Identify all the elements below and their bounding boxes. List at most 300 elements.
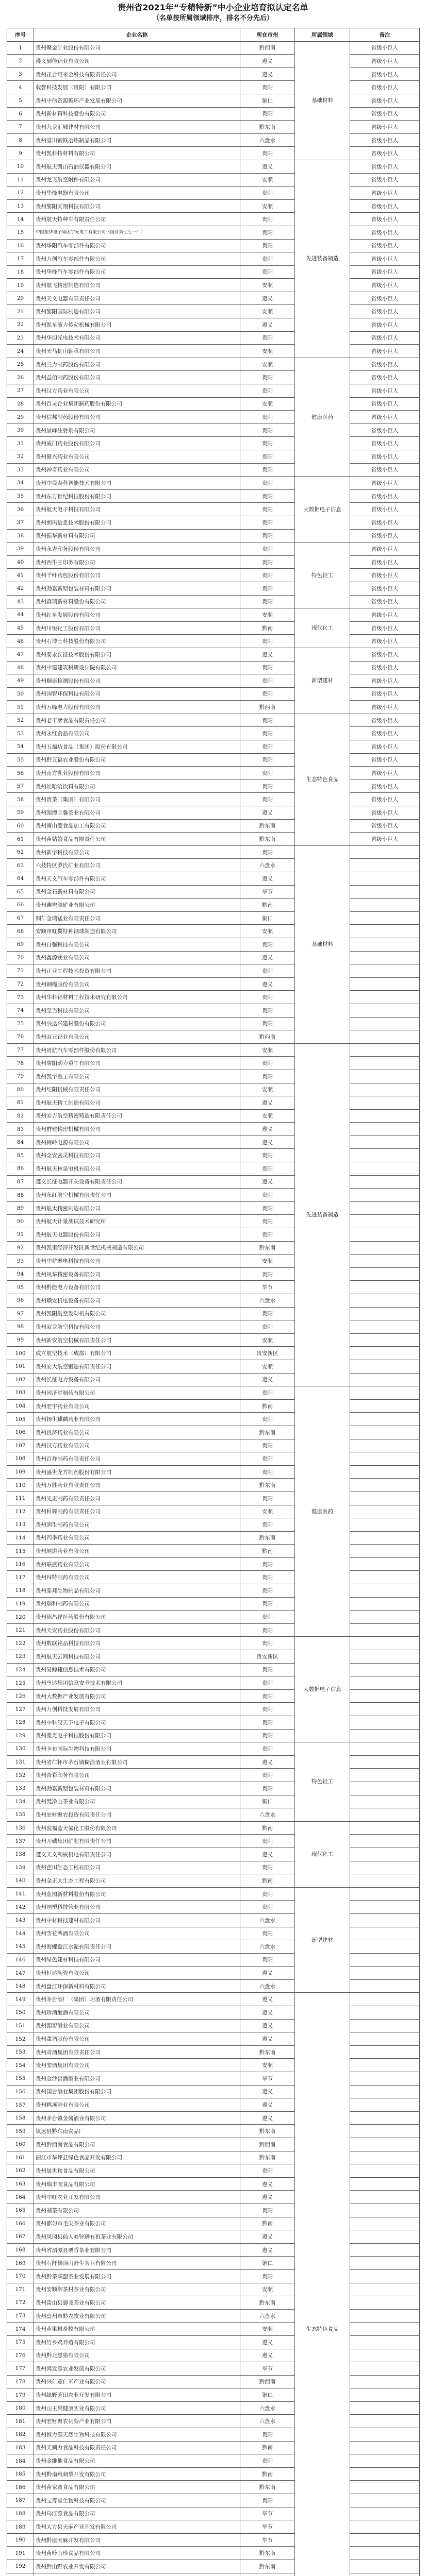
table-row [7, 779, 420, 793]
region-cell: 贵阳 [240, 543, 295, 556]
enterprise-name: 贵州盘江环保新材料有限公司 [34, 1979, 240, 1993]
note-cell [350, 1623, 420, 1637]
note-cell [350, 1399, 420, 1413]
row-number: 73 [7, 991, 34, 1004]
enterprise-name: 镇远县黔东南食品厂 [34, 2125, 240, 2138]
row-number: 10 [7, 160, 34, 173]
enterprise-name: 贵州凯科特材料有限公司 [34, 147, 240, 160]
enterprise-name: 贵州永红航空机械有限责任公司 [34, 1189, 240, 1202]
row-number: 129 [7, 1729, 34, 1742]
domain-cell: 新型建材 [295, 648, 350, 714]
enterprise-name: 贵州湄窖酒业有限公司 [34, 2019, 240, 2032]
table-row [7, 1967, 420, 1980]
note-cell: 省级小巨人 [350, 279, 420, 292]
note-cell [350, 2401, 420, 2415]
region-cell: 贵阳 [240, 1901, 295, 1914]
region-cell: 贵阳 [240, 1201, 295, 1215]
note-cell [350, 1795, 420, 1808]
enterprise-name: 贵州万峰电力股份有限公司 [34, 701, 240, 714]
region-cell: 贵阳 [240, 991, 295, 1004]
region-cell: 六盘水 [240, 1808, 295, 1822]
header-name: 企业名称 [34, 28, 240, 42]
domain-cell: 健康医药 [295, 1386, 350, 1637]
enterprise-name: 贵州黔五福农业股份有限公司 [34, 753, 240, 767]
row-number: 4 [7, 81, 34, 94]
region-cell: 黔东南 [240, 833, 295, 846]
row-number: 148 [7, 1979, 34, 1993]
table-row [7, 911, 420, 925]
domain-cell: 现代化工 [295, 608, 350, 648]
enterprise-name: 贵州瑞和制药有限公司 [34, 1597, 240, 1611]
region-cell: 贵阳 [240, 714, 295, 727]
row-number [7, 2573, 34, 2576]
table-row [7, 1940, 420, 1954]
region-cell: 遵义 [240, 2032, 295, 2046]
region-cell: 六盘水 [240, 1294, 295, 1308]
row-number: 143 [7, 1913, 34, 1927]
note-cell [350, 2098, 420, 2112]
table-row [7, 2520, 420, 2534]
row-number: 93 [7, 1255, 34, 1268]
enterprise-name: 贵州金维他食品有限公司 [34, 2454, 240, 2468]
table-row [7, 1241, 420, 1255]
table-row [7, 147, 420, 160]
enterprise-name: 贵州茅台镇金酱酒业有限公司 [34, 2111, 240, 2125]
table-row [7, 1294, 420, 1308]
enterprise-name: 贵州瓮福蓝天氟化工股份有限公司 [34, 1821, 240, 1835]
note-cell [350, 899, 420, 912]
region-cell: 遵义 [240, 1175, 295, 1189]
enterprise-name: 贵州雷山县脚尧茶业有限公司 [34, 2296, 240, 2310]
enterprise-name: 贵州拜特制药有限公司 [34, 1571, 240, 1584]
region-cell: 遵义 [240, 2111, 295, 2125]
region-cell: 贵阳 [240, 740, 295, 754]
note-cell: 省级小巨人 [350, 331, 420, 345]
enterprise-name: 贵州鑫宏源矿业有限公司 [34, 899, 240, 912]
region-cell: 遵义 [240, 806, 295, 820]
row-number: 62 [7, 845, 34, 859]
region-cell: 贵阳 [240, 1017, 295, 1030]
note-cell [350, 1096, 420, 1110]
enterprise-name: 贵州卡布国际生物科技有限公司 [34, 1742, 240, 1756]
row-number: 118 [7, 1584, 34, 1598]
enterprise-name: 贵州航天云网科技有限公司 [34, 1650, 240, 1664]
enterprise-name: 贵州航天计量测试技术研究所 [34, 1215, 240, 1228]
table-row [7, 1901, 420, 1914]
row-number: 53 [7, 727, 34, 740]
table-row [7, 793, 420, 806]
region-cell: 安顺 [240, 2283, 295, 2296]
region-cell: 安顺 [240, 199, 295, 213]
row-number: 70 [7, 951, 34, 964]
note-cell [350, 2269, 420, 2283]
row-number: 2 [7, 55, 34, 68]
enterprise-name: 贵州黔康天麻开发有限公司 [34, 2533, 240, 2547]
row-number: 106 [7, 1426, 34, 1439]
region-cell: 遵义 [240, 55, 295, 68]
row-number: 72 [7, 977, 34, 991]
region-cell: 贵阳 [240, 213, 295, 226]
enterprise-name: 贵州凤冈县仙人岭锌硒有机茶业有限公司 [34, 2230, 240, 2244]
table-row [7, 648, 420, 661]
table-row [7, 318, 420, 332]
note-cell [350, 2085, 420, 2098]
region-cell: 贵阳 [240, 489, 295, 503]
region-cell: 贵安新区 [240, 1650, 295, 1664]
region-cell: 黔西南 [240, 41, 295, 55]
domain-cell: 生态特色食品 [295, 714, 350, 845]
note-cell: 省级小巨人 [350, 793, 420, 806]
enterprise-name: 丽江市华坪县绿色食品开发有限公司 [34, 2151, 240, 2164]
row-number: 137 [7, 1835, 34, 1848]
note-cell: 省级小巨人 [350, 187, 420, 200]
table-row [7, 1149, 420, 1162]
region-cell: 黔南 [240, 1545, 295, 1558]
table-row [7, 1399, 420, 1413]
row-number: 23 [7, 331, 34, 345]
note-cell: 省级小巨人 [350, 41, 420, 55]
enterprise-name: 贵州华阳汽车零部件有限公司 [34, 239, 240, 252]
note-cell [350, 1267, 420, 1281]
region-cell: 安顺 [240, 1505, 295, 1518]
note-cell [350, 2125, 420, 2138]
table-row [7, 1189, 420, 1202]
row-number: 84 [7, 1136, 34, 1149]
table-row [7, 2428, 420, 2442]
row-number: 76 [7, 1030, 34, 1044]
table-row [7, 1347, 420, 1360]
region-cell: 贵阳 [240, 1611, 295, 1624]
enterprise-name: 贵州五福坊食品（集团）股份有限公司 [34, 740, 240, 754]
region-cell: 贵阳 [240, 1267, 295, 1281]
table-row [7, 2415, 420, 2428]
enterprise-name: 贵州绿色建材科技有限公司 [34, 1953, 240, 1967]
row-number: 107 [7, 1439, 34, 1452]
note-cell [350, 1821, 420, 1835]
enterprise-name: 贵州兴仁薏仁米产业有限公司 [34, 2375, 240, 2388]
row-number: 104 [7, 1399, 34, 1413]
note-cell: 省级小巨人 [350, 147, 420, 160]
note-cell [350, 1637, 420, 1650]
table-row [7, 2204, 420, 2217]
row-number: 165 [7, 2204, 34, 2217]
table-row [7, 1835, 420, 1848]
row-number: 183 [7, 2441, 34, 2454]
row-number: 61 [7, 833, 34, 846]
note-cell [350, 2032, 420, 2046]
enterprise-name: 贵州红阳机械有限责任公司 [34, 1083, 240, 1096]
region-cell: 贵阳 [240, 252, 295, 266]
table-row [7, 661, 420, 674]
row-number: 42 [7, 582, 34, 595]
enterprise-name: 贵州航天电子科技有限公司 [34, 503, 240, 516]
enterprise-name: 贵州堂川钢铁冶炼制品有限公司 [34, 133, 240, 147]
table-row [7, 1162, 420, 1176]
table-row [7, 859, 420, 872]
note-cell: 省级小巨人 [350, 437, 420, 450]
row-number: 66 [7, 899, 34, 912]
region-cell: 六盘水 [240, 859, 295, 872]
row-number: 33 [7, 463, 34, 477]
row-number: 127 [7, 1703, 34, 1716]
row-number: 11 [7, 173, 34, 187]
note-cell [350, 872, 420, 886]
region-cell: 安顺 [240, 1109, 295, 1123]
enterprise-name: 贵州益佰制药股份有限公司 [34, 371, 240, 384]
enterprise-name: 贵州顺康检测股份有限公司 [34, 674, 240, 688]
table-row [7, 1004, 420, 1017]
enterprise-name: 贵州苗岭山珍食品有限公司 [34, 2547, 240, 2560]
enterprise-name: 贵州苗姑娘食品有限责任公司 [34, 833, 240, 846]
region-cell: 贵阳 [240, 1228, 295, 1242]
note-cell [350, 1676, 420, 1690]
table-row [7, 1927, 420, 1940]
enterprise-name: 贵州天安药业股份有限公司 [34, 1623, 240, 1637]
table-row [7, 160, 420, 173]
region-cell: 黔西南 [240, 701, 295, 714]
enterprise-name: 贵州健兴药业有限公司 [34, 450, 240, 464]
note-cell [350, 1479, 420, 1492]
note-cell [350, 2494, 420, 2507]
enterprise-name: 贵州华科铝材料工程技术研究有限公司 [34, 991, 240, 1004]
table-row [7, 1255, 420, 1268]
enterprise-name: 贵州凯里经济开发区新世纪机械制造有限公司 [34, 1241, 240, 1255]
row-number: 168 [7, 2243, 34, 2257]
row-number: 181 [7, 2415, 34, 2428]
enterprise-name: 贵州中晟泰科智能技术有限公司 [34, 477, 240, 490]
enterprise-name: 贵州易鲸捷信息技术有限公司 [34, 1663, 240, 1676]
row-number: 55 [7, 753, 34, 767]
region-cell: 毕节 [240, 1281, 295, 1294]
row-number: 48 [7, 661, 34, 674]
domain-cell: 基础材料 [295, 845, 350, 1043]
region-cell [240, 2573, 295, 2576]
region-cell: 贵阳 [240, 1149, 295, 1162]
enterprise-name: 贵州恒达陶瓷有限公司 [34, 1967, 240, 1980]
row-number: 185 [7, 2467, 34, 2481]
table-row [7, 1109, 420, 1123]
region-cell: 六盘水 [240, 2309, 295, 2323]
region-cell: 遵义 [240, 2191, 295, 2204]
table-row [7, 2494, 420, 2507]
row-number: 3 [7, 67, 34, 81]
enterprise-name: 贵州盘州市黔农牧业有限公司 [34, 2309, 240, 2323]
region-cell: 贵阳 [240, 1663, 295, 1676]
note-cell [350, 2164, 420, 2178]
row-number: 121 [7, 1623, 34, 1637]
enterprise-name: 贵州国塑科技管业有限公司 [34, 1901, 240, 1914]
region-cell: 毕节 [240, 2520, 295, 2534]
note-cell [350, 859, 420, 872]
region-cell: 遵义 [240, 872, 295, 886]
region-cell: 贵阳 [240, 187, 295, 200]
enterprise-name: 贵州鸿发源农业发展有限公司 [34, 2362, 240, 2376]
row-number: 15 [7, 226, 34, 239]
row-number: 89 [7, 1201, 34, 1215]
note-cell: 省级小巨人 [350, 727, 420, 740]
region-cell: 毕节 [240, 2533, 295, 2547]
region-cell: 遵义 [240, 1136, 295, 1149]
note-cell [350, 1993, 420, 2006]
enterprise-name: 贵州百祥制药有限责任公司 [34, 1452, 240, 1466]
region-cell: 黔南 [240, 2441, 295, 2454]
table-row [7, 199, 420, 213]
enterprise-name: 贵州航天特种车有限责任公司 [34, 213, 240, 226]
note-cell: 省级小巨人 [350, 81, 420, 94]
note-cell [350, 1650, 420, 1664]
table-row [7, 899, 420, 912]
note-cell [350, 1123, 420, 1136]
row-number: 142 [7, 1901, 34, 1914]
enterprise-name: 贵州威门药业股份有限公司 [34, 437, 240, 450]
table-row [7, 463, 420, 477]
region-cell: 黔南 [240, 2467, 295, 2481]
table-row [7, 1729, 420, 1742]
region-cell: 安顺 [240, 1083, 295, 1096]
table-row [7, 1360, 420, 1373]
region-cell: 贵阳 [240, 529, 295, 543]
region-cell: 遵义 [240, 1755, 295, 1769]
region-cell: 黔西南 [240, 2138, 295, 2151]
table-row [7, 292, 420, 305]
enterprise-name: 贵州凯星液力传动机械有限公司 [34, 318, 240, 332]
note-cell [350, 1492, 420, 1505]
region-cell: 遵义 [240, 977, 295, 991]
row-number: 27 [7, 384, 34, 398]
table-row [7, 1083, 420, 1096]
row-number: 41 [7, 569, 34, 582]
table-row [7, 2125, 420, 2138]
row-number: 119 [7, 1597, 34, 1611]
table-row [7, 977, 420, 991]
region-cell: 贵阳 [240, 1557, 295, 1571]
region-cell: 贵阳 [240, 1386, 295, 1400]
row-number: 184 [7, 2454, 34, 2468]
row-number: 78 [7, 1057, 34, 1070]
table-row [7, 2243, 420, 2257]
region-cell: 贵阳 [240, 437, 295, 450]
row-number: 191 [7, 2547, 34, 2560]
table-row [7, 411, 420, 424]
note-cell [350, 1913, 420, 1927]
region-cell: 贵阳 [240, 265, 295, 279]
table-row [7, 1571, 420, 1584]
table-row [7, 1017, 420, 1030]
region-cell: 遵义 [240, 2177, 295, 2191]
row-number: 122 [7, 1637, 34, 1650]
enterprise-name: 贵州至当科技有限公司 [34, 1004, 240, 1017]
note-cell [350, 2296, 420, 2310]
enterprise-name: 贵州绿野芳田农业开发有限公司 [34, 2388, 240, 2402]
region-cell: 黔东南 [240, 1241, 295, 1255]
note-cell [350, 911, 420, 925]
header-domain: 所属领域 [295, 28, 350, 42]
enterprise-name: 贵州朗玛信息技术股份有限公司 [34, 516, 240, 529]
region-cell: 贵阳 [240, 595, 295, 608]
table-row [7, 674, 420, 688]
note-cell [350, 1215, 420, 1228]
row-number: 22 [7, 318, 34, 332]
region-cell: 贵阳 [240, 2269, 295, 2283]
enterprise-name: 贵州自强科技有限公司 [34, 938, 240, 951]
note-cell [350, 2428, 420, 2442]
table-row [7, 1769, 420, 1782]
row-number: 103 [7, 1386, 34, 1400]
row-number: 31 [7, 437, 34, 450]
table-row [7, 819, 420, 833]
table-row [7, 1518, 420, 1532]
table-row [7, 2151, 420, 2164]
enterprise-name: 贵州振华新材料有限公司 [34, 529, 240, 543]
enterprise-name: 贵州中航聚电科技有限公司 [34, 1255, 240, 1268]
note-cell [350, 938, 420, 951]
region-cell: 贵安新区 [240, 1347, 295, 1360]
table-row [7, 2230, 420, 2244]
row-number: 75 [7, 1017, 34, 1030]
table-row [7, 872, 420, 886]
note-cell: 省级小巨人 [350, 674, 420, 688]
row-number: 63 [7, 859, 34, 872]
row-number: 147 [7, 1967, 34, 1980]
enterprise-name: 贵州金沙窖酒酒业有限公司 [34, 2072, 240, 2086]
note-cell: 省级小巨人 [350, 160, 420, 173]
enterprise-name: 贵州航飞精密制造有限公司 [34, 279, 240, 292]
enterprise-name: 贵州金正大生态工程有限公司 [34, 1874, 240, 1888]
table-row [7, 265, 420, 279]
table-row [7, 1452, 420, 1466]
table-row [7, 1492, 420, 1505]
note-cell [350, 2454, 420, 2468]
row-number: 188 [7, 2507, 34, 2520]
table-row [7, 569, 420, 582]
row-number: 51 [7, 701, 34, 714]
region-cell: 贵阳 [240, 2204, 295, 2217]
table-header-row [7, 28, 420, 42]
note-cell [350, 951, 420, 964]
region-cell: 毕节 [240, 2072, 295, 2086]
note-cell [350, 1386, 420, 1400]
enterprise-name: 贵州红星发展股份有限公司 [34, 608, 240, 622]
region-cell: 贵阳 [240, 503, 295, 516]
row-number: 35 [7, 489, 34, 503]
enterprise-name: 六枝特区罗氏矿业有限公司 [34, 859, 240, 872]
table-row [7, 1267, 420, 1281]
note-cell: 省级小巨人 [350, 753, 420, 767]
region-cell: 贵阳 [240, 1769, 295, 1782]
enterprise-name: 贵州黔南州刺梨开发有限公司 [34, 2467, 240, 2481]
note-cell: 省级小巨人 [350, 318, 420, 332]
row-number: 46 [7, 635, 34, 648]
region-cell: 黔南 [240, 899, 295, 912]
row-number: 177 [7, 2362, 34, 2376]
region-cell: 贵阳 [240, 793, 295, 806]
region-cell: 遵义 [240, 1848, 295, 1861]
table-row [7, 121, 420, 134]
row-number: 49 [7, 674, 34, 688]
note-cell: 省级小巨人 [350, 779, 420, 793]
note-cell [350, 1769, 420, 1782]
table-row [7, 806, 420, 820]
note-cell [350, 1953, 420, 1967]
row-number: 164 [7, 2191, 34, 2204]
note-cell [350, 2111, 420, 2125]
table-row [7, 477, 420, 490]
note-cell [350, 1557, 420, 1571]
row-number: 26 [7, 371, 34, 384]
enterprise-name: 贵州苗家寨食品有限公司 [34, 2481, 240, 2494]
note-cell: 省级小巨人 [350, 582, 420, 595]
document-page [7, 0, 419, 2576]
